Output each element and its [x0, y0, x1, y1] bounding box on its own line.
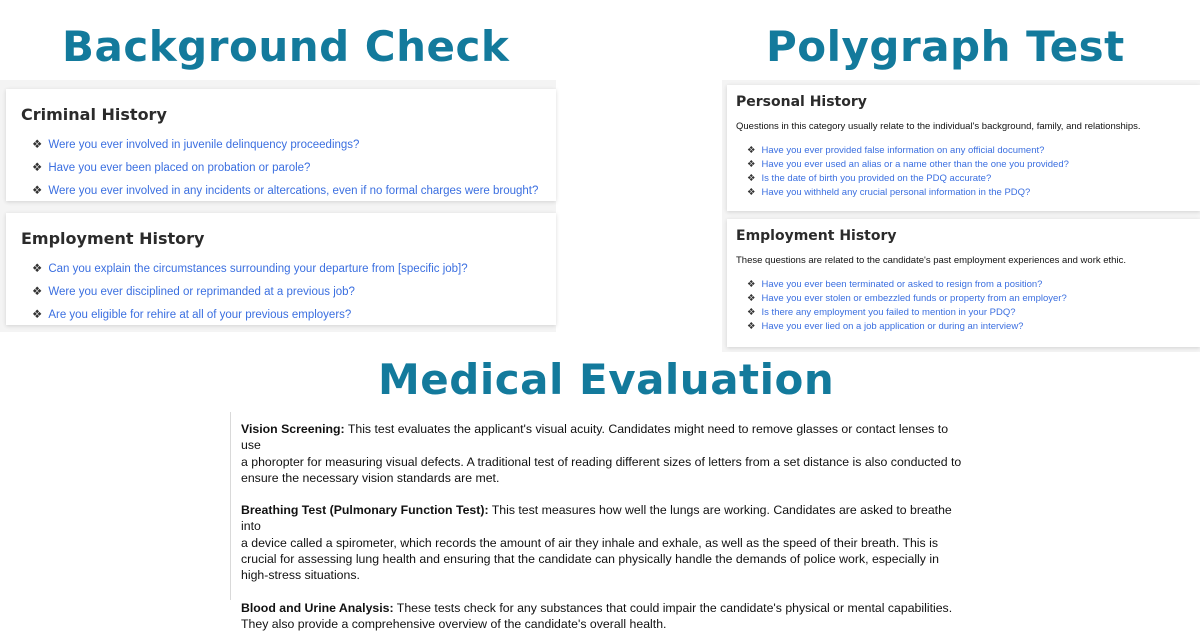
list-item[interactable]: ❖ Were you ever involved in juvenile delinquency proceedings?	[32, 139, 360, 151]
criminal-history-panel	[6, 89, 556, 201]
diamond-bullet-icon: ❖	[32, 309, 43, 321]
list-item[interactable]: ❖ Have you ever used an alias or a name other than the one you provided?	[747, 159, 1069, 170]
list-item[interactable]: ❖ Is there any employment you failed to mention in your PDQ?	[747, 307, 1016, 318]
breathing-test-label: Breathing Test (Pulmonary Function Test):	[241, 503, 489, 518]
blood-urine-label: Blood and Urine Analysis:	[241, 600, 394, 615]
diamond-bullet-icon: ❖	[747, 145, 756, 156]
poly-employment-history-panel	[727, 219, 1200, 347]
diamond-bullet-icon: ❖	[32, 162, 43, 174]
diamond-bullet-icon: ❖	[747, 307, 756, 318]
poly-employment-history-list	[727, 266, 1200, 334]
background-check-title: Background Check	[62, 22, 510, 71]
list-item[interactable]: ❖ Have you ever been terminated or asked to resign from a position?	[747, 279, 1043, 290]
bg-employment-history-list	[6, 248, 556, 325]
list-item[interactable]: ❖ Is the date of birth you provided on the PDQ accurate?	[747, 173, 992, 184]
personal-history-heading: Personal History	[736, 94, 867, 110]
diamond-bullet-icon: ❖	[32, 185, 43, 197]
criminal-history-list	[6, 124, 556, 201]
criminal-history-heading: Criminal History	[21, 105, 167, 124]
diamond-bullet-icon: ❖	[747, 187, 756, 198]
diamond-bullet-icon: ❖	[747, 321, 756, 332]
diamond-bullet-icon: ❖	[747, 159, 756, 170]
list-item[interactable]: ❖ Were you ever disciplined or reprimanded at a previous job?	[32, 286, 355, 298]
list-item[interactable]: ❖ Have you ever provided false information on any official document?	[747, 145, 1045, 156]
diamond-bullet-icon: ❖	[747, 279, 756, 290]
list-item[interactable]: ❖ Are you eligible for rehire at all of your previous employers?	[32, 309, 352, 321]
diamond-bullet-icon: ❖	[747, 173, 756, 184]
personal-history-list	[727, 132, 1200, 200]
polygraph-test-title: Polygraph Test	[766, 22, 1125, 71]
diamond-bullet-icon: ❖	[32, 263, 43, 275]
list-item[interactable]: ❖ Can you explain the circumstances surrounding your departure from [specific job]?	[32, 263, 468, 275]
bg-employment-history-heading: Employment History	[21, 229, 205, 248]
vision-screening-paragraph: Vision Screening: This test evaluates the applicant's visual acuity. Candidates might need to remove glasses or contact lenses to use a phoropter for measuring visual defects. A traditional test of reading different sizes of letters from a set distance is also conducted to ensure the necessary vision standards are met.	[241, 422, 962, 485]
breathing-test-paragraph: Breathing Test (Pulmonary Function Test): This test measures how well the lungs are working. Candidates are asked to breathe into a device called a spirometer, which records the amount of air they inhale and exhale, as well as the speed of their breath. This is crucial for assessing lung health and ensuring that the candidate can physically handle the demands of police work, especially in high-stress situations.	[241, 503, 952, 583]
personal-history-panel	[727, 85, 1200, 211]
poly-employment-history-description: These questions are related to the candidate's past employment experiences and work ethic.	[736, 255, 1126, 266]
diamond-bullet-icon: ❖	[747, 293, 756, 304]
list-item[interactable]: ❖ Have you ever stolen or embezzled funds or property from an employer?	[747, 293, 1067, 304]
medical-evaluation-panel	[230, 412, 970, 631]
list-item[interactable]: ❖ Have you ever been placed on probation or parole?	[32, 162, 311, 174]
poly-employment-history-heading: Employment History	[736, 228, 897, 244]
blood-urine-paragraph: Blood and Urine Analysis: These tests check for any substances that could impair the candidate's physical or mental capabilities. They also provide a comprehensive overview of the candidate's overall health.	[241, 600, 953, 631]
vision-screening-label: Vision Screening:	[241, 422, 345, 436]
personal-history-description: Questions in this category usually relate to the individual's background, family, and relationships.	[736, 121, 1141, 132]
list-item[interactable]: ❖ Were you ever involved in any incidents or altercations, even if no formal charges were brought?	[32, 185, 539, 197]
diamond-bullet-icon: ❖	[32, 286, 43, 298]
medical-evaluation-title: Medical Evaluation	[378, 355, 835, 404]
diamond-bullet-icon: ❖	[32, 139, 43, 151]
bg-employment-history-panel	[6, 213, 556, 325]
list-item[interactable]: ❖ Have you withheld any crucial personal information in the PDQ?	[747, 187, 1031, 198]
list-item[interactable]: ❖ Have you ever lied on a job application or during an interview?	[747, 321, 1024, 332]
